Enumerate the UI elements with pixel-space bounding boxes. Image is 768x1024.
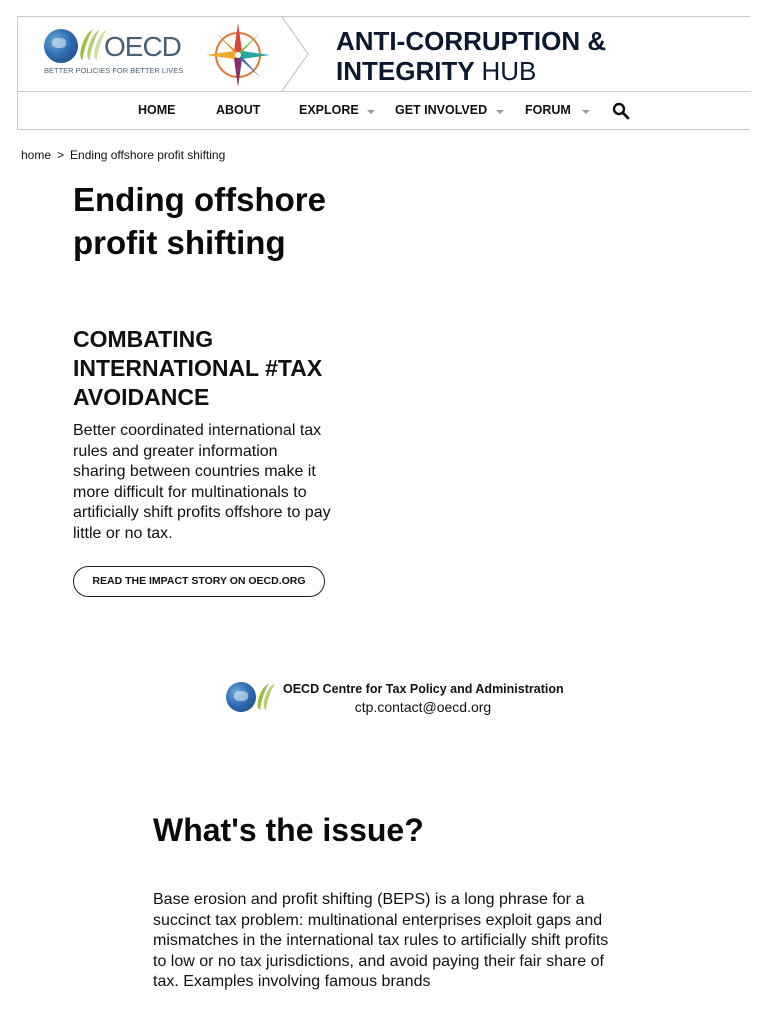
breadcrumb-current: Ending offshore profit shifting <box>70 148 226 162</box>
read-impact-story-button[interactable]: READ THE IMPACT STORY ON OECD.ORG <box>73 566 325 597</box>
contact-org-name: OECD Centre for Tax Policy and Administration <box>283 682 564 696</box>
breadcrumb <box>21 148 225 162</box>
search-icon[interactable] <box>612 102 630 120</box>
contact-block <box>226 680 576 720</box>
header-divider-chevron <box>281 17 309 91</box>
section-heading: What's the issue? <box>153 812 424 848</box>
hub-title[interactable] <box>336 26 606 86</box>
nav-item-forum[interactable]: FORUM <box>525 103 571 117</box>
nav-item-about[interactable]: ABOUT <box>216 103 261 117</box>
globe-icon <box>44 29 78 63</box>
chevron-down-icon[interactable] <box>582 110 590 114</box>
oecd-tagline: BETTER POLICIES FOR BETTER LIVES <box>44 66 184 75</box>
page-subtitle: COMBATING INTERNATIONAL #TAX AVOIDANCE <box>73 326 323 410</box>
breadcrumb-separator: > <box>57 148 65 162</box>
hub-title-line-1: ANTI-CORRUPTION & <box>336 26 607 56</box>
oecd-logo[interactable] <box>44 29 194 75</box>
header-top-row <box>18 17 751 92</box>
hub-title-bold: INTEGRITY <box>336 56 475 86</box>
oecd-wordmark: OECD <box>104 31 181 62</box>
contact-email-link[interactable]: ctp.contact@oecd.org <box>354 699 492 715</box>
chevron-down-icon[interactable] <box>367 110 375 114</box>
nav-item-get-involved[interactable]: GET INVOLVED <box>395 103 488 117</box>
hub-title-light: HUB <box>481 56 537 86</box>
hero-description: Better coordinated international tax rules and greater information sharing between countries make it more difficult for multinationals to artificially shift profits offshore to pay little or no tax. <box>73 422 331 542</box>
nav-item-explore[interactable]: EXPLORE <box>299 103 359 117</box>
hub-title-line-2 <box>336 56 606 86</box>
nav-item-home[interactable]: HOME <box>138 103 176 117</box>
page-title: Ending offshore profit shifting <box>73 181 326 261</box>
breadcrumb-home-link[interactable]: home <box>21 148 52 162</box>
globe-icon <box>226 682 256 712</box>
section-body-text: Base erosion and profit shifting (BEPS) is a long phrase for a succinct tax problem: multinational enterprises exploit gaps and mismatches in the international tax rules to artificially shift profits to low or no tax jurisdictions, and avoid paying their fair share of tax. Examples involving famous brands <box>153 891 609 991</box>
chevron-down-icon[interactable] <box>496 110 504 114</box>
site-header <box>17 16 750 130</box>
main-nav <box>18 92 751 130</box>
compass-star-icon[interactable] <box>204 21 272 89</box>
